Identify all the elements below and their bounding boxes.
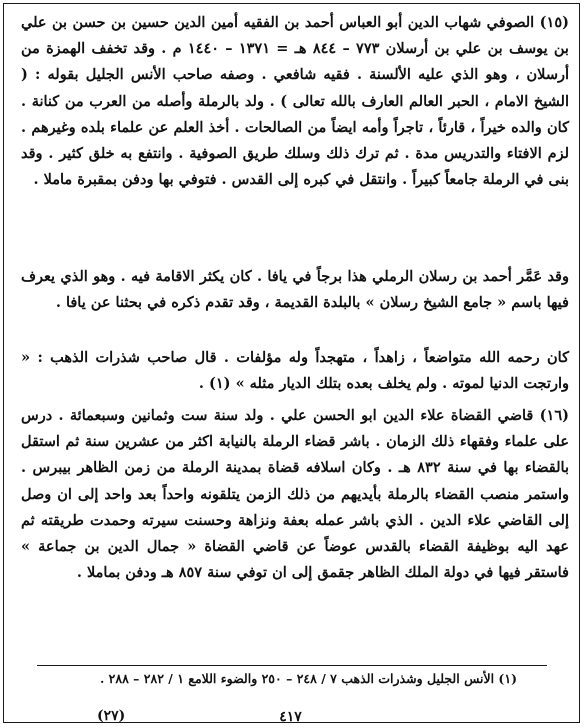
entry-15-paragraph-3: كان رحمه الله متواضعاً ، زاهداً ، متهجداً وله مؤلفات . قال صاحب شذرات الذهب : « وارتجت الدنيا لموته . ولم يخلف بعده بتلك الديار مثله » (١) . bbox=[21, 349, 569, 393]
entry-15-paragraph-1: (١٥) الصوفي شهاب الدين أبو العباس أحمد بن الفقيه أمين الدين حسين بن حسن بن علي بن يوسف بن علي بن أرسلان ٧٧٣ – ٨٤٤ هـ = ١٣٧١ – ١٤٤٠ م . وقد تخفف الهمزة من أرسلان ، وهو الذي عليه الألسنة . فقيه شافعي . وصفه صاحب الأنس الجليل بقوله : ( الشيخ الامام ، الحبر العالم العارف بالله تعالى ) . ولد بالرملة وأصله من العرب من كنانة . كان والده خيراً ، قارئاً ، تاجراً وأمه ايضاً من الصالحات . أخذ العلم عن علماء بلده وغيرهم . لزم الافتاء والتدريس مدة . ثم ترك ذلك وسلك طريق الصوفية . وانتفع به خلق كثير . وقد بنى في الرملة جامعاً كبيراً . وانتقل في كبره إلى القدس . فتوفي بها ودفن بمقبرة ماملا . bbox=[21, 14, 569, 189]
page-number: ٤١٧ bbox=[279, 709, 302, 725]
footnote-separator bbox=[37, 665, 547, 666]
document-page bbox=[12, 6, 569, 725]
entry-16-paragraph-1: (١٦) قاضي القضاة علاء الدين ابو الحسن علي . ولد سنة ست وثمانين وسبعمائة . درس على علماء وفقهاء ذلك الزمان . باشر قضاء الرملة بالنيابة اكثر من عشرين سنة ثم استقل بالقضاء بها في سنة ٨٣٢ هـ . وكان اسلافه قضاة بمدينة الرملة من زمن الظاهر بيبرس . واستمر منصب القضاء بالرملة بأيديهم من ذلك الزمن يتلقونه واحداً بعد واحد إلى ان وصل إلى القاضي علاء الدين . الذي باشر عمله بعفة ونزاهة وحسنت سيرته وحمدت طريقته ثم عهد اليه بوظيفة القضاء بالقدس عوضاً عن قاضي القضاة « جمال الدين بن جماعة » فاستقر فيها في دولة الملك الظاهر جقمق إلى ان توفي سنة ٨٥٧ هـ ودفن بماملا . bbox=[21, 407, 569, 582]
volume-number: (٢٧) bbox=[97, 708, 126, 724]
entry-15-paragraph-2: وقد عَمَّر أحمد بن رسلان الرملي هذا برجاً في يافا . كان يكثر الاقامة فيه . وهو الذي يعرف فيها باسم « جامع الشيخ رسلان » بالبلدة القديمة ، وقد تقدم ذكره في بحثنا عن يافا . bbox=[21, 268, 569, 312]
footnote: (١) الأنس الجليل وشذرات الذهب ٧ / ٢٤٨ – ٢٥٠ والضوء اللامع ١ / ٢٨٢ – ٢٨٨ . bbox=[99, 671, 517, 686]
